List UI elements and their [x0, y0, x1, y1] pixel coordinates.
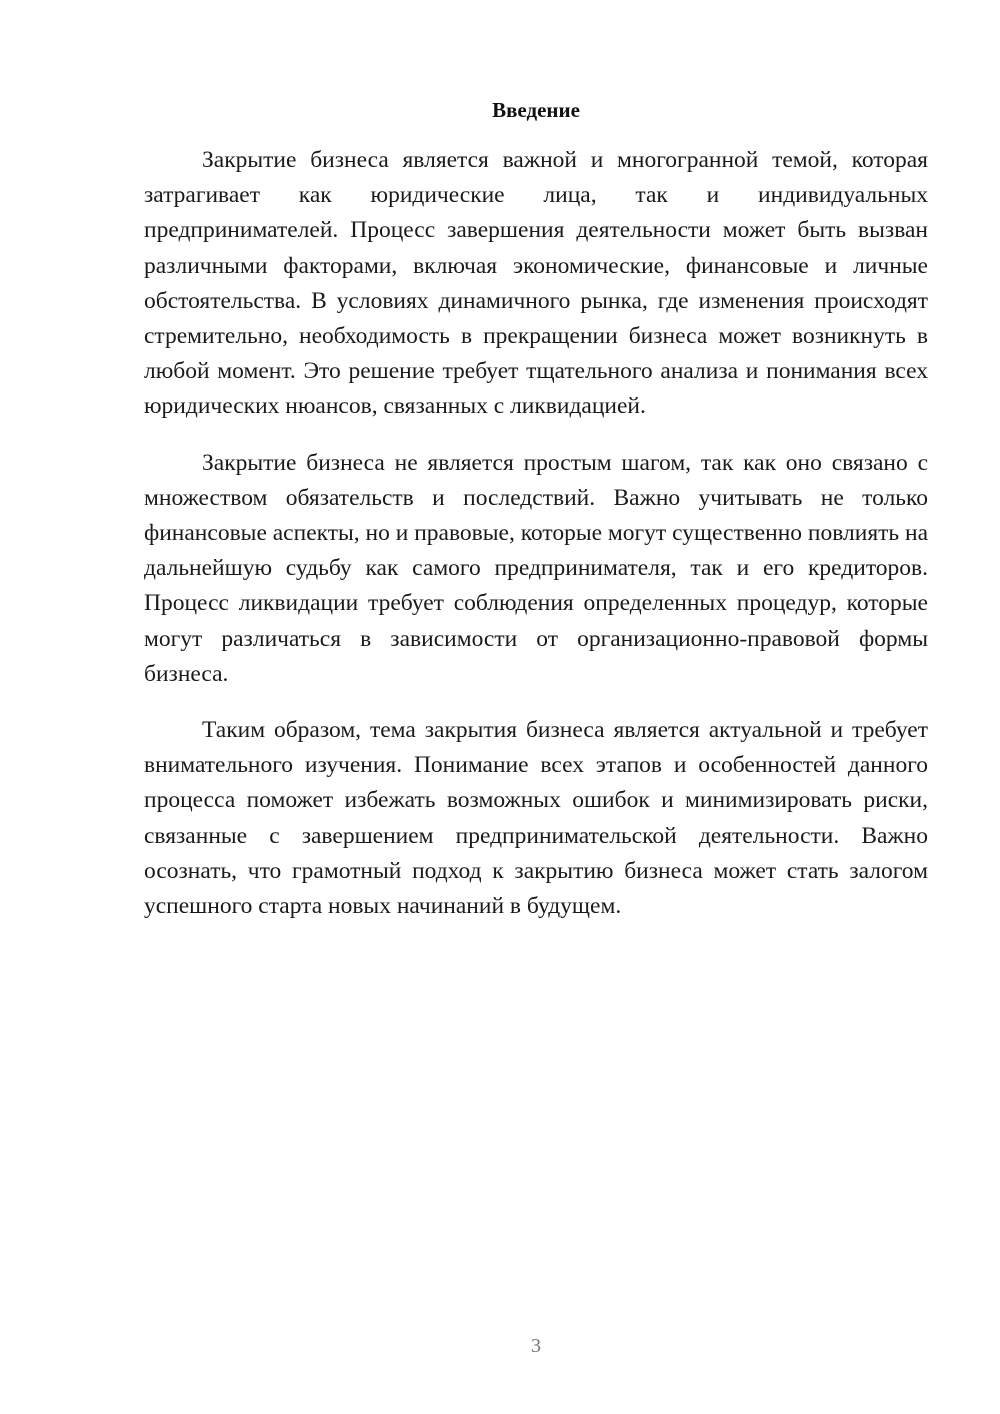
paragraph-3: Таким образом, тема закрытия бизнеса является актуальной и требует внимательного изучения. Понимание всех этапов и особенностей данного процесса поможет избежать возможных ошибок и минимизировать риски, связанные с завершением предпринимательской деятельности. Важно осознать, что грамотный подход к закрытию бизнеса может стать залогом успешного старта новых начинаний в будущем. [144, 717, 928, 920]
paragraph-1: Закрытие бизнеса является важной и многогранной темой, которая затрагивает как юридические лица, так и индивидуальных предпринимателей. Процесс завершения деятельности может быть вызван различными факторами, включая экономические, финансовые и личные обстоятельства. В условиях динамичного рынка, где изменения происходят стремительно, необходимость в прекращении бизнеса может возникнуть в любой момент. Это решение требует тщательного анализа и понимания всех юридических нюансов, связанных с ликвидацией. [144, 147, 928, 420]
page-title: Введение [492, 98, 580, 122]
page-number: 3 [531, 1335, 541, 1357]
document-body [144, 143, 928, 945]
paragraph-2: Закрытие бизнеса не является простым шагом, так как оно связано с множеством обязательств и последствий. Важно учитывать не только финансовые аспекты, но и правовые, которые могут существенно повлиять на дальнейшую судьбу как самого предпринимателя, так и его кредиторов. Процесс ликвидации требует соблюдения определенных процедур, которые могут различаться в зависимости от организационно-правовой формы бизнеса. [144, 449, 929, 687]
